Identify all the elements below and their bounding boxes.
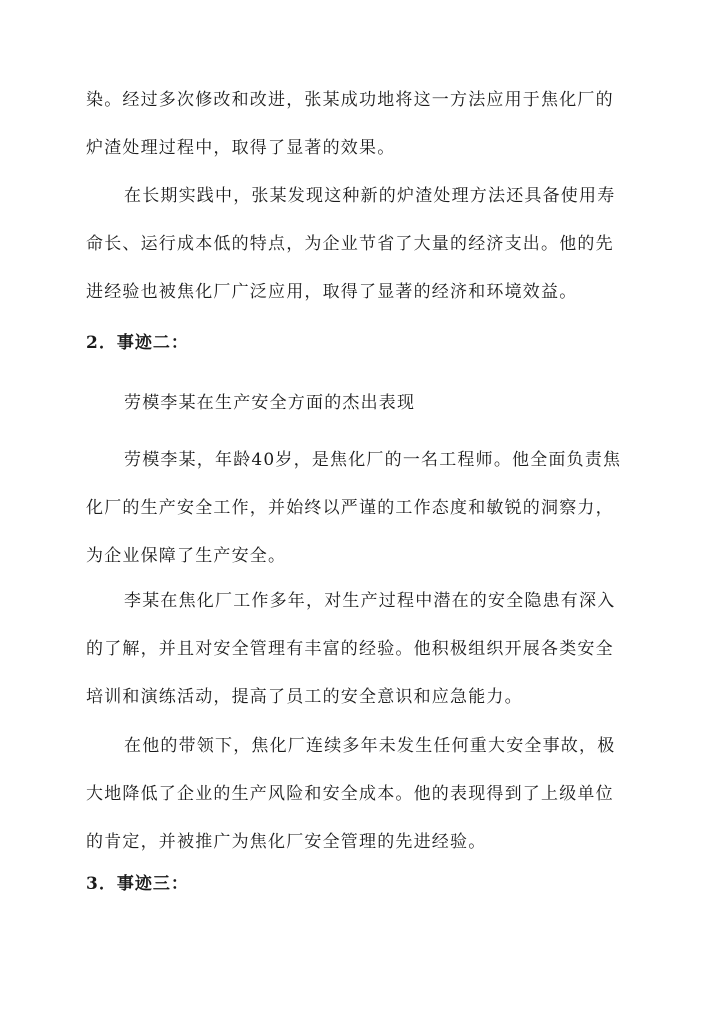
paragraph-line: 在长期实践中，张某发现这种新的炉渣处理方法还具备使用寿 [124,186,616,206]
paragraph-line: 劳模李某，年龄40岁，是焦化厂的一名工程师。他全面负责焦 [124,450,622,470]
paragraph-line: 在他的带领下，焦化厂连续多年未发生任何重大安全事故，极 [124,736,616,756]
paragraph-line: 培训和演练活动，提高了员工的安全意识和应急能力。 [86,687,523,707]
section-heading-2: 2．事迹二： [86,333,189,353]
paragraph-3 [86,436,634,580]
paragraph-4 [86,577,634,721]
paragraph-5 [86,722,634,866]
subtitle-line: 劳模李某在生产安全方面的杰出表现 [124,393,416,413]
paragraph-line: 李某在焦化厂工作多年，对生产过程中潜在的安全隐患有深入 [124,591,616,611]
paragraph-line: 染。经过多次修改和改进，张某成功地将这一方法应用于焦化厂的 [86,90,614,110]
section-heading-3: 3．事迹三： [86,874,189,894]
paragraph-line: 为企业保障了生产安全。 [86,546,287,566]
paragraph-line: 化厂的生产安全工作，并始终以严谨的工作态度和敏锐的洞察力， [86,498,614,518]
paragraph-line: 炉渣处理过程中，取得了显著的效果。 [86,138,396,158]
paragraph-line: 的了解，并且对安全管理有丰富的经验。他积极组织开展各类安全 [86,639,614,659]
paragraph-line: 命长、运行成本低的特点，为企业节省了大量的经济支出。他的先 [86,234,614,254]
section-subtitle [86,379,634,427]
paragraph-line: 大地降低了企业的生产风险和安全成本。他的表现得到了上级单位 [86,784,614,804]
paragraph-line: 的肯定，并被推广为焦化厂安全管理的先进经验。 [86,832,487,852]
paragraph-line: 进经验也被焦化厂广泛应用，取得了显著的经济和环境效益。 [86,282,578,302]
paragraph-2 [86,172,634,316]
paragraph-1 [86,76,634,172]
